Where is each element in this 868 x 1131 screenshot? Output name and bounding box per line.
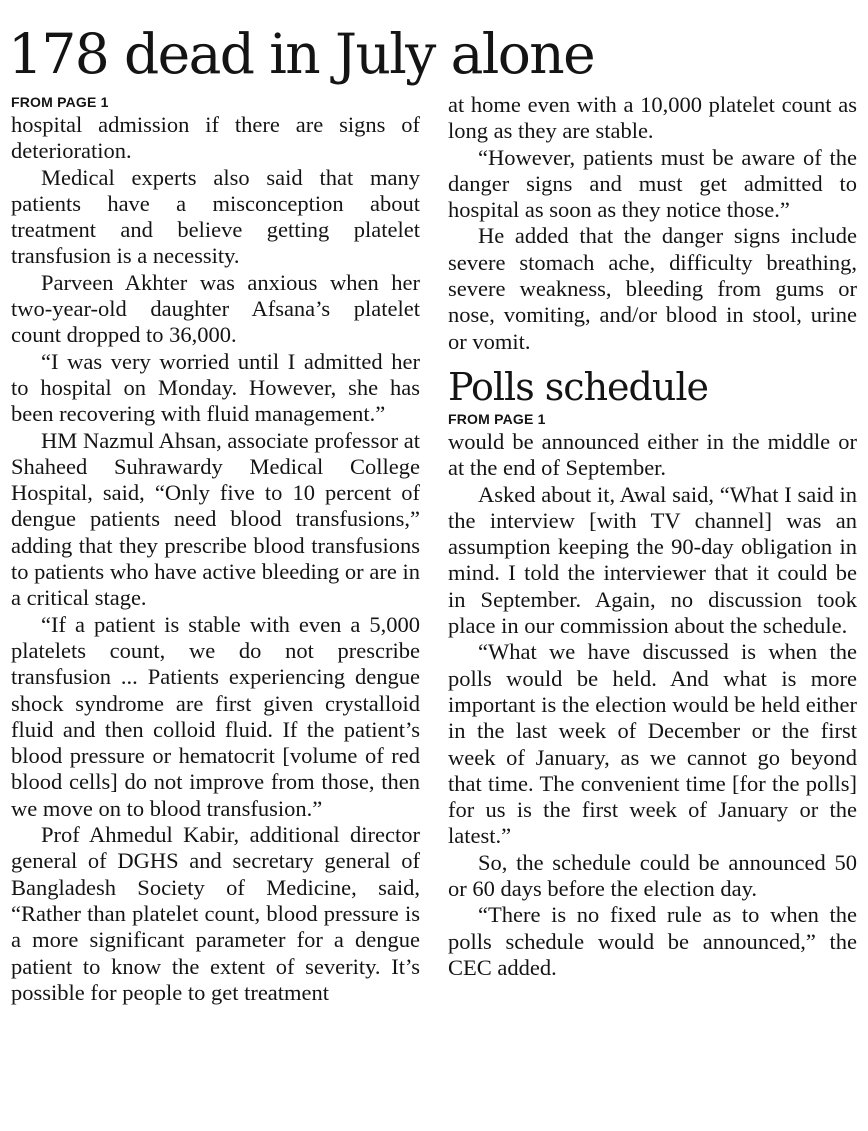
story2-jump-label: FROM PAGE 1 (448, 410, 546, 427)
story1-paragraph-6: “If a patient is stable with even a 5,000 platelets count, we do not prescribe transfusion ... Patients experiencing dengue shock syndrome are first given crystalloid fluid and then colloid fluid. If the patient’s blood pressure or hematocrit [volume of red blood cells] do not improve from those, then we move on to blood transfusion.” (11, 611, 420, 821)
story1-paragraph-9: “However, patients must be aware of the danger signs and must get admitted to hospital as soon as they notice those.” (448, 144, 857, 223)
story1-paragraph-2: Medical experts also said that many patients have a misconception about treatment and believe getting platelet transfusion is a necessity. (11, 164, 420, 269)
story1-paragraph-1: hospital admission if there are signs of deterioration. (11, 112, 420, 164)
story2-paragraph-5: “There is no fixed rule as to when the polls schedule would be announced,” the CEC added. (448, 902, 857, 980)
headline: 178 dead in July alone (8, 22, 595, 86)
story2-headline: Polls schedule (448, 364, 708, 409)
story1-jump-label: FROM PAGE 1 (11, 94, 109, 110)
story1-paragraph-4: “I was very worried until I admitted her to hospital on Monday. However, she has been recovering with fluid management.” (11, 348, 420, 427)
story2-paragraph-4: So, the schedule could be announced 50 or 60 days before the election day. (448, 849, 857, 902)
story2-paragraph-3: “What we have discussed is when the polls would be held. And what is more important is the election would be held either in the last week of December or the first week of January, as we cannot go beyond that time. The convenient time [for the polls] for us is the first week of January or the latest.” (448, 639, 857, 849)
story1-paragraph-8: at home even with a 10,000 platelet count as long as they are stable. (448, 92, 857, 144)
story2-paragraph-1: would be announced either in the middle or at the end of September. (448, 428, 857, 481)
story1-paragraph-10: He added that the danger signs include severe stomach ache, difficulty breathing, severe weakness, bleeding from gums or nose, vomiting, and/or blood in stool, urine or vomit. (448, 223, 857, 354)
story1-paragraph-7: Prof Ahmedul Kabir, additional director general of DGHS and secretary general of Bangladesh Society of Medicine, said, “Rather than platelet count, blood pressure is a more significant parameter for a dengue patient to know the extent of severity. It’s possible for people to get treatment (11, 822, 420, 1005)
story1-paragraph-3: Parveen Akhter was anxious when her two-year-old daughter Afsana’s platelet count dropped to 36,000. (11, 269, 420, 348)
story1-paragraph-5: HM Nazmul Ahsan, associate professor at Shaheed Suhrawardy Medical College Hospital, said, “Only five to 10 percent of dengue patients need blood transfusions,” adding that they prescribe blood transfusions to patients who have active bleeding or are in a critical stage. (11, 427, 420, 611)
story1-left-column (11, 92, 420, 1006)
right-column (448, 92, 857, 981)
story2-paragraph-2: Asked about it, Awal said, “What I said in the interview [with TV channel] was an assumption keeping the 90-day obligation in mind. I told the interviewer that it could be in September. Again, no discussion took place in our commission about the schedule. (448, 481, 857, 639)
